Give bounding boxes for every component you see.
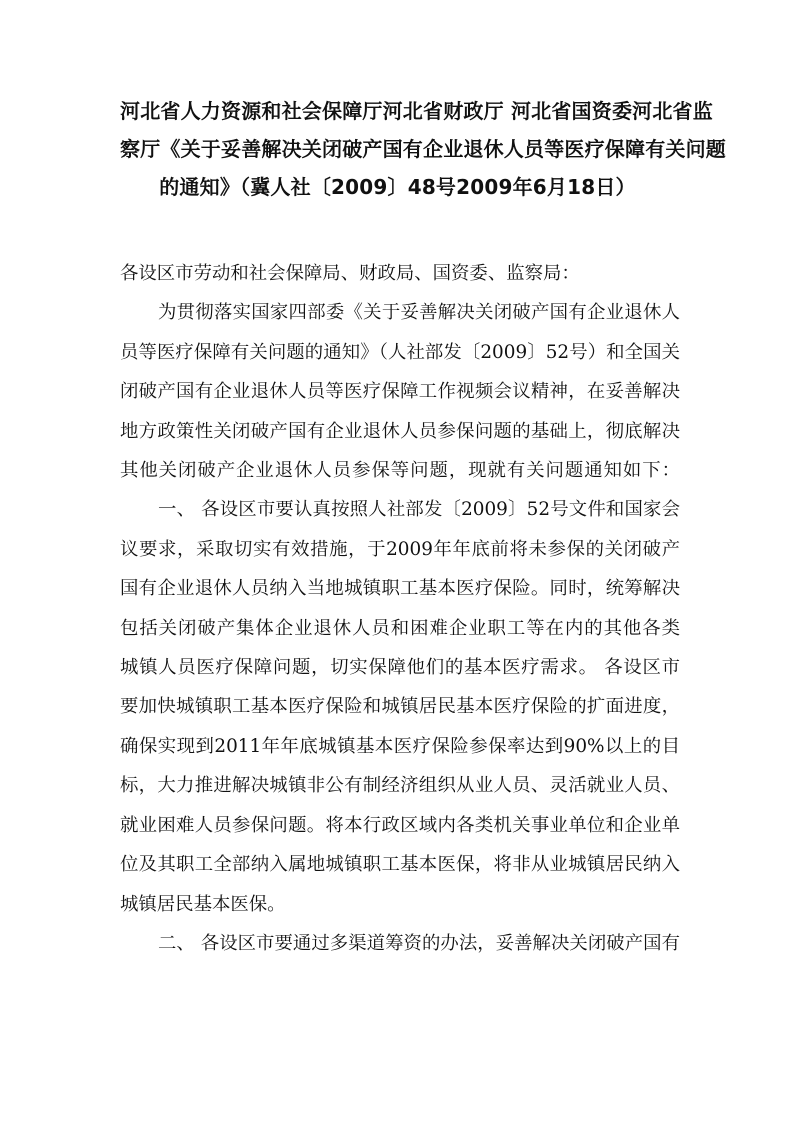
paragraph-section-1 (120, 490, 680, 923)
document-body (120, 254, 680, 963)
paragraph-line: 确保实现到2011年年底城镇基本医疗保险参保率达到90%以上的目 (120, 735, 680, 757)
title-line: 察厅《关于妥善解决关闭破产国有企业退休人员等医疗保障有关问题 (120, 137, 726, 161)
paragraph-intro (120, 293, 680, 490)
paragraph-line: 要加快城镇职工基本医疗保险和城镇居民基本医疗保险的扩面进度， (120, 696, 680, 718)
paragraph-line: 城镇居民基本医保。 (120, 893, 286, 915)
paragraph-line: 国有企业退休人员纳入当地城镇职工基本医疗保险。同时，统筹解决 (120, 578, 680, 600)
title-line: 河北省人力资源和社会保障厅河北省财政厅 河北省国资委河北省监 (120, 99, 713, 123)
paragraph-line: 一、 各设区市要认真按照人社部发〔2009〕52号文件和国家会 (158, 499, 680, 521)
paragraph-line: 员等医疗保障有关问题的通知》（人社部发〔2009〕52号）和全国关 (120, 341, 680, 363)
paragraph-line: 议要求，采取切实有效措施，于2009年年底前将未参保的关闭破产 (120, 538, 680, 560)
paragraph-section-2 (120, 924, 680, 963)
paragraph-line: 闭破产国有企业退休人员等医疗保障工作视频会议精神，在妥善解决 (120, 381, 680, 403)
paragraph-line: 就业困难人员参保问题。将本行政区域内各类机关事业单位和企业单 (120, 814, 680, 836)
paragraph-line: 为贯彻落实国家四部委《关于妥善解决关闭破产国有企业退休人 (158, 302, 680, 324)
paragraph-line: 二、 各设区市要通过多渠道筹资的办法，妥善解决关闭破产国有 (158, 932, 680, 954)
paragraph-line: 其他关闭破产企业退休人员参保等问题，现就有关问题通知如下： (120, 460, 680, 482)
document-title (120, 92, 726, 206)
paragraph-line: 地方政策性关闭破产国有企业退休人员参保问题的基础上，彻底解决 (120, 420, 680, 442)
paragraph-line: 包括关闭破产集体企业退休人员和困难企业职工等在内的其他各类 (120, 617, 680, 639)
paragraph-line: 城镇人员医疗保障问题，切实保障他们的基本医疗需求。 各设区市 (120, 657, 680, 679)
title-line: 的通知》（冀人社〔2009〕48号2009年6月18日） (159, 175, 636, 199)
salutation: 各设区市劳动和社会保障局、财政局、国资委、监察局： (120, 263, 580, 284)
paragraph-line: 位及其职工全部纳入属地城镇职工基本医保，将非从业城镇居民纳入 (120, 854, 680, 876)
paragraph-line: 标，大力推进解决城镇非公有制经济组织从业人员、灵活就业人员、 (120, 775, 680, 797)
